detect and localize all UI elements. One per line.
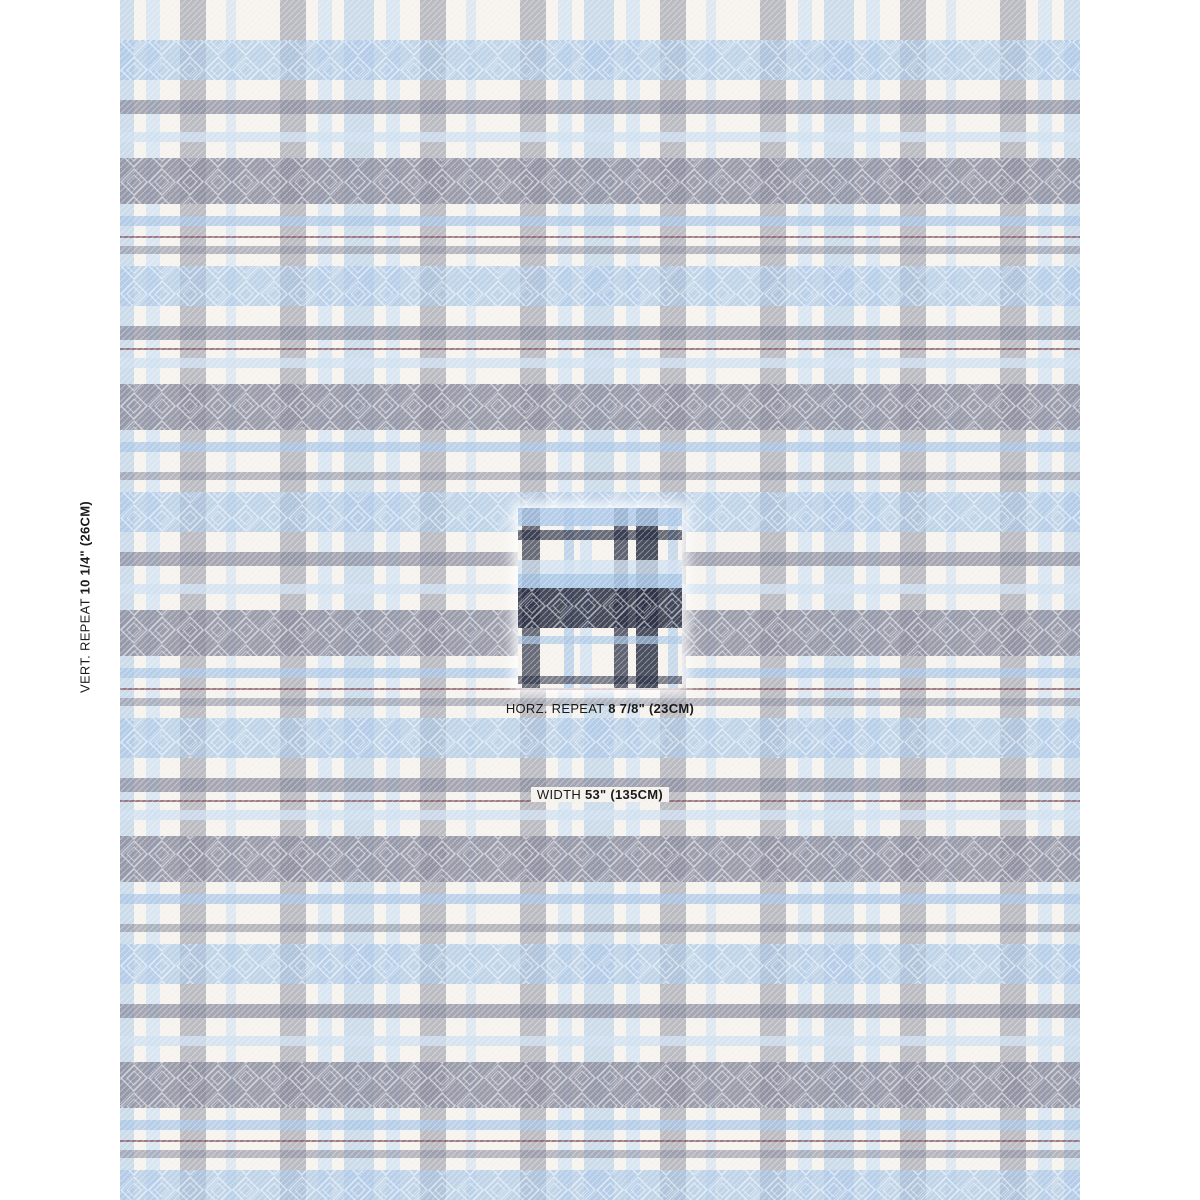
vertical-repeat-prefix: VERT. REPEAT: [77, 598, 93, 694]
repeat-detail-swatch: [518, 508, 682, 688]
horizontal-repeat-prefix: HORZ. REPEAT: [505, 701, 605, 716]
repeat-detail-pattern: [518, 508, 682, 688]
width-prefix: WIDTH: [536, 787, 582, 802]
width-label: [0, 787, 1200, 802]
vertical-repeat-label: [78, 501, 93, 693]
horizontal-repeat-value: 8 7/8" (23CM): [608, 701, 695, 716]
horizontal-repeat-label: [0, 701, 1200, 716]
vertical-repeat-value: 10 1/4" (26CM): [77, 500, 93, 595]
width-value: 53" (135CM): [584, 787, 664, 802]
